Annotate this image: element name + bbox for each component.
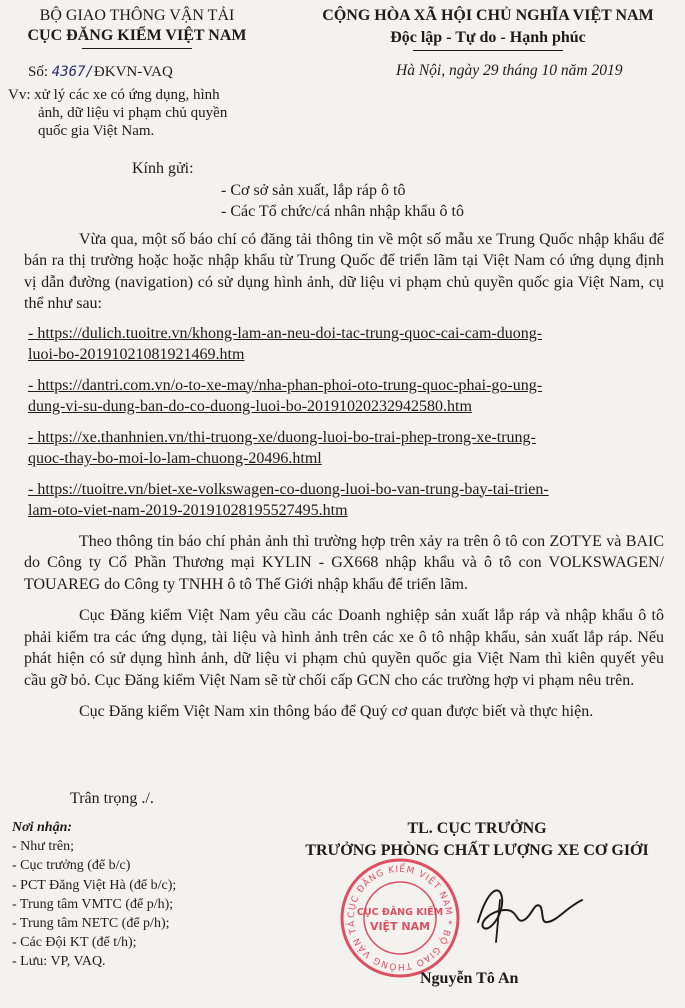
paragraph-incident: Theo thông tin báo chí phản ảnh thì trường hợp trên xảy ra trên ô tô con ZOTYE và BAIC do Công ty Cổ Phần Thương mại KYLIN - GX668 nhập khẩu và ô tô con VOLKSWAGEN/ TOUAREG do Công ty TNHH ô tô Thế Giới nhập khẩu để triển lãm. (24, 532, 664, 593)
link-line[interactable]: quoc-thay-bo-moi-lo-lam-chuong-20496.html (28, 450, 322, 467)
recipients-title: Nơi nhận: (12, 820, 73, 835)
republic-name: CỘNG HÒA XÃ HỘI CHỦ NGHĨA VIỆT NAM (322, 7, 654, 24)
link-line[interactable]: luoi-bo-20191021081921469.htm (28, 346, 245, 363)
subject-line-1: Vv: xử lý các xe có ứng dụng, hình (8, 87, 220, 103)
recipients-item: - Trung tâm NETC (để p/h); (12, 916, 170, 932)
letter-body (24, 158, 664, 723)
link-line[interactable]: - https://dantri.com.vn/o-to-xe-may/nha-phan-phoi-oto-trung-quoc-phai-go-ung- (28, 376, 543, 394)
link-item[interactable] (28, 375, 664, 418)
recipient-1: - Cơ sở sản xuất, lắp ráp ô tô (221, 181, 406, 199)
recipients-item: - PCT Đăng Việt Hà (để b/c); (12, 877, 177, 893)
link-item[interactable] (28, 479, 664, 522)
signatory-title-1: TL. CỤC TRƯỞNG (407, 820, 547, 837)
recipients-item: - Lưu: VP, VAQ. (12, 954, 106, 970)
svg-text:CỤC ĐĂNG KIỂM VIỆT NAM * BỘ GI: CỤC ĐĂNG KIỂM VIỆT NAM * BỘ GIAO THÔNG VẬN TẢ (346, 864, 454, 972)
signatory-title-2: TRƯỞNG PHÒNG CHẤT LƯỢNG XE CƠ GIỚI (305, 842, 649, 859)
recipients-item: - Trung tâm VMTC (để p/h); (12, 896, 174, 912)
header-divider (82, 48, 192, 49)
closing-regards: Trân trọng ./. (70, 790, 154, 807)
paragraph-notice: Cục Đăng kiểm Việt Nam xin thông báo để Quý cơ quan được biết và thực hiện. (79, 703, 594, 720)
recipients-item: - Như trên; (12, 839, 75, 855)
official-seal-icon (337, 855, 463, 981)
national-header (292, 6, 684, 51)
national-motto: Độc lập - Tự do - Hạnh phúc (390, 29, 586, 46)
link-line[interactable]: - https://tuoitre.vn/biet-xe-volkswagen-co-duong-luoi-bo-van-trung-bay-tai-trien- (28, 480, 549, 498)
subject-line-2: ảnh, dữ liệu vi phạm chủ quyền (38, 105, 228, 121)
svg-text:VIỆT NAM: VIỆT NAM (369, 920, 431, 933)
paragraph-intro: Vừa qua, một số báo chí có đăng tải thông tin về một số mẫu xe Trung Quốc nhập khẩu để bán ra thị trường hoặc hoặc nhập khẩu từ Trung Quốc để triển lãm tại Việt Nam có ứng dụng định vị dẫn đường (navigation) có sử dụng hình ảnh, dữ liệu vi phạm chủ quyền quốc gia Việt Nam, cụ thể như sau: (24, 230, 664, 312)
subject-line-3: quốc gia Việt Nam. (38, 123, 155, 139)
recipients-list (12, 818, 242, 972)
link-line[interactable]: dung-vi-su-dung-ban-do-co-duong-luoi-bo-20191020232942580.htm (28, 398, 472, 415)
signatory-name: Nguyễn Tô An (420, 970, 519, 987)
recipients-item: - Cục trưởng (để b/c) (12, 858, 131, 874)
link-line[interactable]: - https://dulich.tuoitre.vn/khong-lam-an-neu-doi-tac-trung-quoc-cai-cam-duong- (28, 324, 543, 342)
document-number-suffix: ĐKVN-VAQ (93, 64, 173, 80)
issuer-header (8, 6, 298, 49)
paragraph-requirement: Cục Đăng kiểm Việt Nam yêu cầu các Doanh nghiệp sản xuất lắp ráp và nhập khẩu ô tô phải kiểm tra các ứng dụng, tài liệu và hình ảnh trên các xe ô tô nhập khẩu, sản xuất lắp ráp. Nếu phát hiện có sử dụng hình ảnh, dữ liệu vi phạm chủ quyền quốc gia Việt Nam thì kiên quyết yêu cầu gỡ bỏ. Cục Đăng kiểm Việt Nam sẽ từ chối cấp GCN cho các trường hợp vi phạm nêu trên. (24, 607, 664, 689)
ministry-name: BỘ GIAO THÔNG VẬN TẢI (39, 7, 235, 24)
link-line[interactable]: lam-oto-viet-nam-2019-20191028195527495.htm (28, 502, 348, 519)
subject-line (8, 86, 278, 140)
document-number-handwritten: 4367/ (51, 64, 94, 80)
department-name: CỤC ĐĂNG KIỂM VIỆT NAM (27, 27, 247, 44)
recipients-item: - Các Đội KT (để t/h); (12, 935, 137, 951)
document-number-prefix: Số: (28, 64, 49, 80)
motto-divider (413, 50, 563, 51)
greeting: Kính gửi: (132, 160, 194, 177)
link-line[interactable]: - https://xe.thanhnien.vn/thi-truong-xe/duong-luoi-bo-trai-phep-trong-xe-trung- (28, 428, 536, 446)
document-number (28, 64, 173, 81)
handwritten-signature-icon (470, 880, 590, 950)
svg-text:CỤC ĐĂNG KIỂM: CỤC ĐĂNG KIỂM (356, 907, 444, 918)
link-item[interactable] (28, 427, 664, 470)
recipient-2: - Các Tổ chức/cá nhân nhập khẩu ô tô (221, 203, 464, 220)
link-item[interactable] (28, 323, 664, 366)
signatory-block (272, 818, 682, 862)
document-date: Hà Nội, ngày 29 tháng 10 năm 2019 (396, 62, 623, 79)
